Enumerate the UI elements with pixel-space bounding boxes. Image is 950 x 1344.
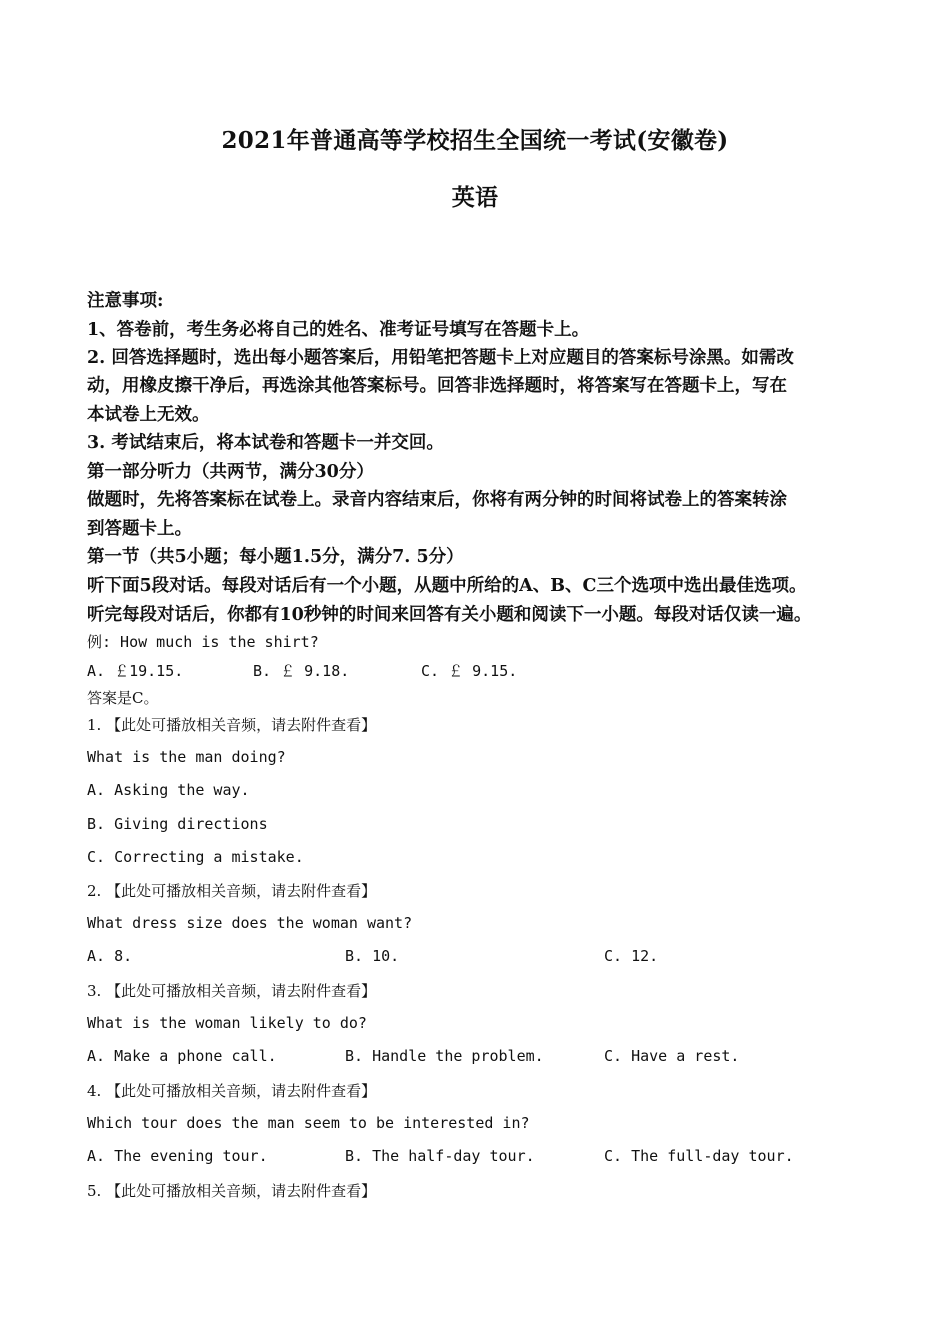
notice-item: 3. 考试结束后，将本试卷和答题卡一并交回。 [87,433,444,453]
audio-placeholder: 4. 【此处可播放相关音频，请去附件查看】 [87,1082,377,1100]
notice-heading: 注意事项: [87,291,164,311]
example-option-a: A. ￡19.15. [87,662,184,680]
question-stem: Which tour does the man seem to be interested in? [87,1114,530,1132]
notice-item: 本试卷上无效。 [87,405,210,425]
question-option-b: B. The half-day tour. [345,1147,535,1165]
part1-heading: 第一部分听力（共两节，满分30分） [87,462,374,482]
question-option-c: C. The full-day tour. [604,1147,794,1165]
audio-placeholder: 1. 【此处可播放相关音频，请去附件查看】 [87,716,377,734]
question-stem: What is the man doing? [87,748,286,766]
question-option-b: B. Handle the problem. [345,1047,544,1065]
section1-instruction: 听下面5段对话。每段对话后有一个小题，从题中所给的A、B、C三个选项中选出最佳选项。 [87,576,807,596]
question-option: C. Correcting a mistake. [87,848,304,866]
audio-placeholder: 2. 【此处可播放相关音频，请去附件查看】 [87,882,377,900]
section1-heading: 第一节（共5小题；每小题1.5分，满分7. 5分） [87,547,464,567]
question-stem: What dress size does the woman want? [87,914,413,932]
question-option-b: B. 10. [345,947,400,965]
question-option-c: C. 12. [604,947,659,965]
subject-title: 英语 [451,184,499,211]
question-option-c: C. Have a rest. [604,1047,740,1065]
exam-title: 2021年普通高等学校招生全国统一考试(安徽卷) [221,127,729,154]
question-option-a: A. The evening tour. [87,1147,268,1165]
audio-placeholder: 5. 【此处可播放相关音频，请去附件查看】 [87,1182,377,1200]
question-option-a: A. Make a phone call. [87,1047,277,1065]
notice-item: 1、答卷前，考生务必将自己的姓名、准考证号填写在答题卡上。 [87,320,590,340]
section1-instruction: 听完每段对话后，你都有10秒钟的时间来回答有关小题和阅读下一小题。每段对话仅读一遍。 [87,605,812,625]
example-option-b: B. ￡ 9.18. [253,662,350,680]
question-option-a: A. 8. [87,947,133,965]
example-answer: 答案是C。 [87,689,159,707]
notice-item: 动，用橡皮擦干净后，再选涂其他答案标号。回答非选择题时，将答案写在答题卡上，写在 [87,376,787,396]
question-option: A. Asking the way. [87,781,250,799]
audio-placeholder: 3. 【此处可播放相关音频，请去附件查看】 [87,982,377,1000]
notice-item: 2. 回答选择题时，选出每小题答案后，用铅笔把答题卡上对应题目的答案标号涂黑。如需改 [87,348,794,368]
example-option-c: C. ￡ 9.15. [421,662,518,680]
question-stem: What is the woman likely to do? [87,1014,367,1032]
example-question: 例: How much is the shirt? [87,633,319,651]
part1-desc: 到答题卡上。 [87,519,192,539]
part1-desc: 做题时，先将答案标在试卷上。录音内容结束后，你将有两分钟的时间将试卷上的答案转涂 [87,490,787,510]
question-option: B. Giving directions [87,815,268,833]
